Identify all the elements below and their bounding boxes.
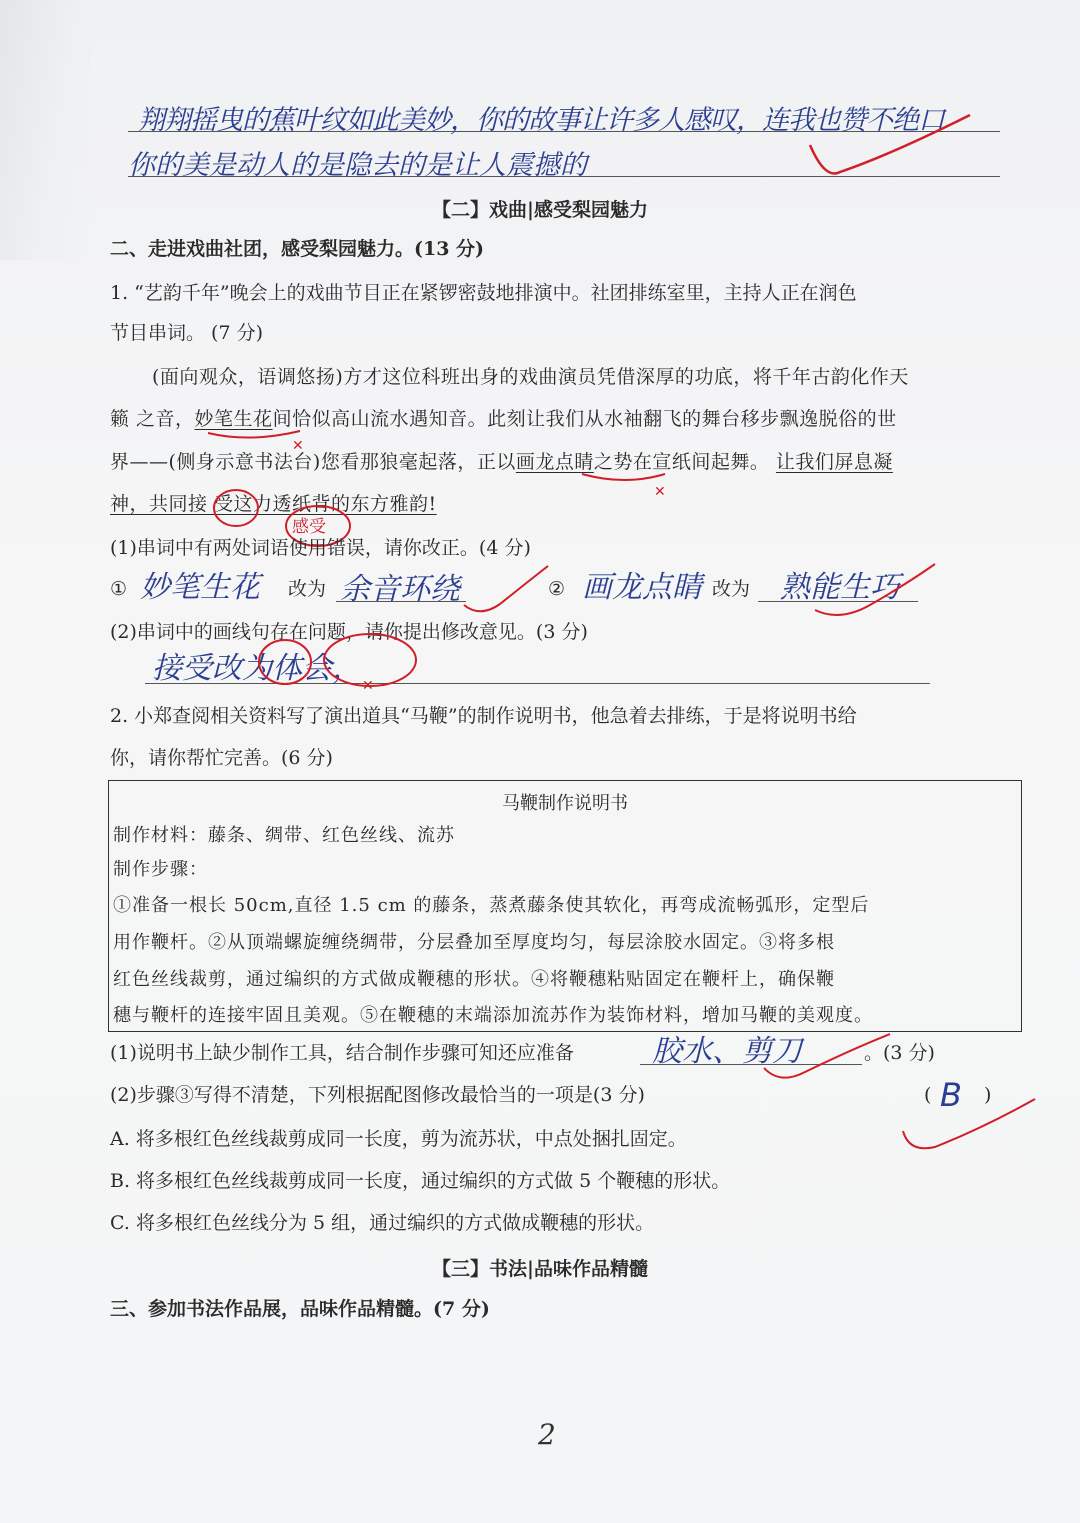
q1-handwritten-fix-2: 熟能生巧 xyxy=(780,570,900,605)
q1-sub-2: (2)串词中的画线句存在问题，请你提出修改意见。(3 分) xyxy=(110,621,588,643)
q2-sub-2-paren-close: ) xyxy=(984,1084,992,1106)
instruction-step-line-1: ①准备一根长 50cm,直径 1.5 cm 的藤条，蒸煮藤条使其软化，再弯成流畅弧形，定型后 xyxy=(113,895,870,916)
instruction-step-line-2: 用作鞭杆。②从顶端螺旋缠绕绸带，分层叠加至厚度均匀，每层涂胶水固定。③将多根 xyxy=(113,932,835,953)
q2-sub-1-text: (1)说明书上缺少制作工具，结合制作步骤可知还应准备 xyxy=(110,1042,574,1064)
q1-sub-1-answer-label-1: ① xyxy=(110,578,128,600)
instruction-materials: 制作材料：藤条、绸带、红色丝线、流苏 xyxy=(113,825,455,846)
q2-sub-1-handwritten-answer: 胶水、剪刀 xyxy=(652,1034,802,1069)
instruction-steps-label: 制作步骤： xyxy=(113,859,208,880)
q1-sub-1-answer-label-2: ② xyxy=(548,578,566,600)
option-b: B. 将多根红色丝线裁剪成同一长度，通过编织的方式做 5 个鞭穗的形状。 xyxy=(110,1170,731,1192)
q2-sub-2-paren-open: ( xyxy=(924,1084,932,1106)
red-check-q2-1 xyxy=(760,1030,900,1090)
underlined-sentence-start: 让我们屏息凝 xyxy=(775,451,893,473)
instruction-box-title: 马鞭制作说明书 xyxy=(502,793,628,814)
svg-text:✕: ✕ xyxy=(292,438,304,454)
q1-change-label-1: 改为 xyxy=(288,578,327,600)
option-c: C. 将多根红色丝线分为 5 组，通过编织的方式做成鞭穗的形状。 xyxy=(110,1212,655,1234)
error-word-2: 画龙点睛 xyxy=(515,451,594,473)
instruction-step-line-3: 红色丝线裁剪，通过编织的方式做成鞭穗的形状。④将鞭穗粘贴固定在鞭杆上，确保鞭 xyxy=(113,969,835,990)
svg-text:✕: ✕ xyxy=(362,678,374,694)
underlined-sentence-end: 神，共同接 受这力透纸背的东方雅韵! xyxy=(110,493,437,515)
handwritten-answer-line-2: 你的美是动人的是隐去的是让人震撼的 xyxy=(128,150,587,181)
section-3-heading: 三、参加书法作品展，品味作品精髓。(7 分) xyxy=(110,1298,490,1320)
red-check-q2-2 xyxy=(895,1095,1045,1160)
red-check-mark xyxy=(800,110,980,185)
instruction-box xyxy=(108,780,1022,1032)
q2-stem-line-1: 2. 小郑查阅相关资料写了演出道具“马鞭”的制作说明书，他急着去排练，于是将说明书给 xyxy=(110,705,857,727)
q1-sub-1: (1)串词中有两处词语使用错误，请你改正。(4 分) xyxy=(110,537,531,559)
q1-stem-line-1: 1. “艺韵千年”晚会上的戏曲节目正在紧锣密鼓地排演中。社团排练室里，主持人正在润色 xyxy=(110,282,857,304)
error-word-1: 妙笔生花 xyxy=(194,408,273,430)
red-note-correction: 感受 xyxy=(292,517,326,537)
handwritten-answer-line-1: 翔翔摇曳的蕉叶纹如此美妙，你的故事让许多人感叹，连我也赞不绝口 xyxy=(138,105,944,136)
red-underline-mark-2 xyxy=(580,440,690,500)
script-line-2-a: 籁 之音， xyxy=(110,408,195,430)
page-number: 2 xyxy=(538,1418,556,1451)
q1-handwritten-fix-1: 余音环绕 xyxy=(340,572,460,607)
q1-handwritten-wrong-1: 妙笔生花 xyxy=(140,570,260,605)
q2-stem-line-2: 你，请你帮忙完善。(6 分) xyxy=(110,747,333,769)
section-3-title: 【三】书法|品味作品精髓 xyxy=(432,1258,648,1280)
q2-sub-2-handwritten-choice: B xyxy=(940,1076,962,1114)
q2-sub-1-score: 。(3 分) xyxy=(864,1042,935,1064)
script-line-2-c: 间恰似高山流水遇知音。此刻让我们从水袖翻飞的舞台移步飘逸脱俗的世 xyxy=(272,408,897,430)
svg-text:✕: ✕ xyxy=(654,484,666,500)
section-2-heading: 二、走进戏曲社团，感受梨园魅力。(13 分) xyxy=(110,238,485,260)
script-line-1: (面向观众，语调悠扬)方才这位科班出身的戏曲演员凭借深厚的功底，将千年古韵化作天 xyxy=(152,366,909,388)
instruction-step-line-4: 穗与鞭杆的连接牢固且美观。⑤在鞭穗的末端添加流苏作为装饰材料，增加马鞭的美观度。 xyxy=(113,1005,873,1026)
q2-sub-2-text: (2)步骤③写得不清楚，下列根据配图修改最恰当的一项是(3 分) xyxy=(110,1084,645,1106)
section-2-title: 【二】戏曲|感受梨园魅力 xyxy=(432,199,648,221)
q1-handwritten-wrong-2: 画龙点睛 xyxy=(582,570,702,605)
q1-sub-2-handwritten-answer: 接受改为体会， xyxy=(152,651,362,686)
q1-stem-line-2: 节目串词。 (7 分) xyxy=(110,322,263,344)
script-line-3-a: 界——(侧身示意书法台)您看那狼毫起落，正以 xyxy=(110,451,516,473)
q1-change-label-2: 改为 xyxy=(712,578,751,600)
red-underline-mark xyxy=(200,395,310,455)
red-circle-and-cross xyxy=(250,630,430,700)
option-a: A. 将多根红色丝线裁剪成同一长度，剪为流苏状，中点处捆扎固定。 xyxy=(110,1128,687,1150)
script-line-3-c: 之势在宣纸间起舞。 xyxy=(593,451,770,473)
